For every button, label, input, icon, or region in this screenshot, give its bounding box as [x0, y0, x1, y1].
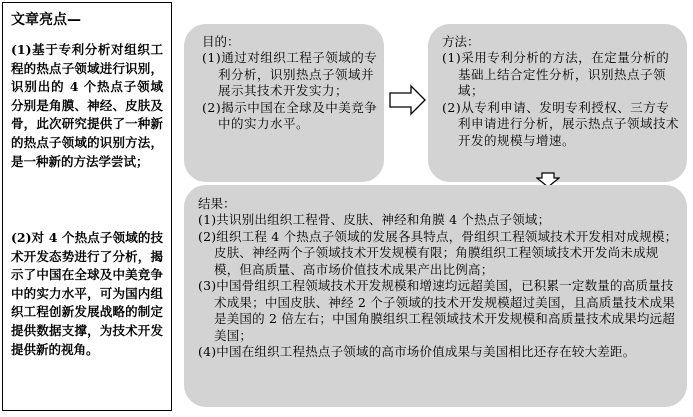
method-title: 方法： — [442, 34, 480, 49]
highlights-title: 文章亮点— — [11, 12, 81, 28]
result-item-4: (4)中国在组织工程热点子领域的高市场价值成果与美国相比还存在较大差距。 — [198, 344, 636, 359]
method-box — [428, 24, 687, 182]
result-box — [184, 185, 687, 407]
highlight-item-2: (2)对 4 个热点子领域的技术开发态势进行了分析，揭示了中国在全球及中美竞争中的实力水平，可为国内组织工程创新发展战略的制定提供数据支撑，为技术开发提供新的视角。 — [11, 230, 163, 357]
result-item-2: (2)组织工程 4 个热点子领域的发展各具特点，骨组织工程领域技术开发相对成规模；皮肤、神经两个子领域技术开发规模有限；角膜组织工程领域技术开发尚未成规模，但高质量、高市场价值技术成果产出比例高； — [198, 228, 678, 277]
method-item-1: (1)采用专利分析的方法，在定量分析的基础上结合定性分析，识别热点子领域； — [442, 50, 670, 98]
purpose-box — [184, 24, 384, 182]
result-item-1: (1)共识别出组织工程骨、皮肤、神经和角膜 4 个热点子领域； — [198, 212, 551, 227]
result-item-3: (3)中国骨组织工程领域技术开发规模和增速均远超美国，已积累一定数量的高质量技术成果；中国皮肤、神经 2 个子领域的技术开发规模超过美国，且高质量技术成果是美国的 2 倍左右；中国角膜组织工程领域技术开发规模和高质量技术成果均远超美国； — [198, 278, 676, 343]
method-item-2: (2)从专利申请、发明专利授权、三方专利申请进行分析，展示热点子领域技术开发的规模与增速。 — [442, 99, 680, 148]
highlight-item-1: (1)基于专利分析对组织工程的热点子领域进行识别，识别出的 4 个热点子领域分别是角膜、神经、皮肤及骨，此次研究提供了一种新的热点子领域的识别方法，是一种新的方法学尝试； — [11, 42, 163, 169]
purpose-item-1: (1)通过对组织工程子领域的专利分析，识别热点子领域并展示其技术开发实力； — [202, 50, 378, 98]
purpose-item-2: (2)揭示中国在全球及中美竞争中的实力水平。 — [202, 99, 378, 131]
result-title: 结果： — [198, 196, 236, 211]
highlights-panel — [2, 2, 172, 411]
right-arrow-icon — [389, 84, 427, 116]
purpose-title: 目的： — [202, 34, 240, 49]
